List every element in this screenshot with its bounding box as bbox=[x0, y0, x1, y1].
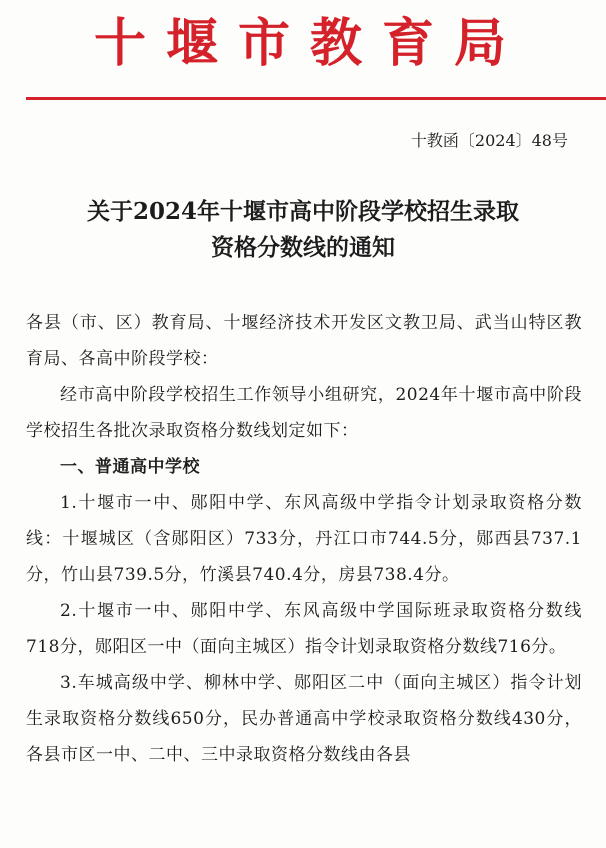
document-title-line-1: 关于2024年十堰市高中阶段学校招生录取 bbox=[86, 198, 519, 225]
intro-paragraph: 经市高中阶段学校招生工作领导小组研究，2024年十堰市高中阶段学校招生各批次录取资格分数线划定如下： bbox=[26, 385, 582, 441]
item-paragraph-1: 1.十堰市一中、郧阳中学、东风高级中学指令计划录取资格分数线：十堰城区（含郧阳区）733分，丹江口市744.5分，郧西县737.1分，竹山县739.5分，竹溪县740.4分，房县738.4分。 bbox=[26, 493, 582, 585]
item-paragraph-3: 3.车城高级中学、柳林中学、郧阳区二中（面向主城区）指令计划生录取资格分数线650分，民办普通高中学校录取资格分数线430分，各县市区一中、二中、三中录取资格分数线由各县 bbox=[26, 673, 582, 765]
document-number: 十教函〔2024〕48号 bbox=[410, 131, 568, 150]
org-header-title: 十堰市教育局 bbox=[93, 13, 526, 74]
salutation-paragraph: 各县（市、区）教育局、十堰经济技术开发区文教卫局、武当山特区教育局、各高中阶段学校： bbox=[26, 313, 582, 369]
document-title bbox=[0, 194, 606, 266]
document-body bbox=[26, 305, 582, 773]
section-heading-general-high-school: 一、普通高中学校 bbox=[60, 457, 200, 477]
document-title-line-2: 资格分数线的通知 bbox=[211, 234, 395, 261]
header-red-rule bbox=[26, 97, 606, 100]
item-paragraph-2: 2.十堰市一中、郧阳中学、东风高级中学国际班录取资格分数线718分，郧阳区一中（面向主城区）指令计划录取资格分数线716分。 bbox=[26, 601, 582, 657]
